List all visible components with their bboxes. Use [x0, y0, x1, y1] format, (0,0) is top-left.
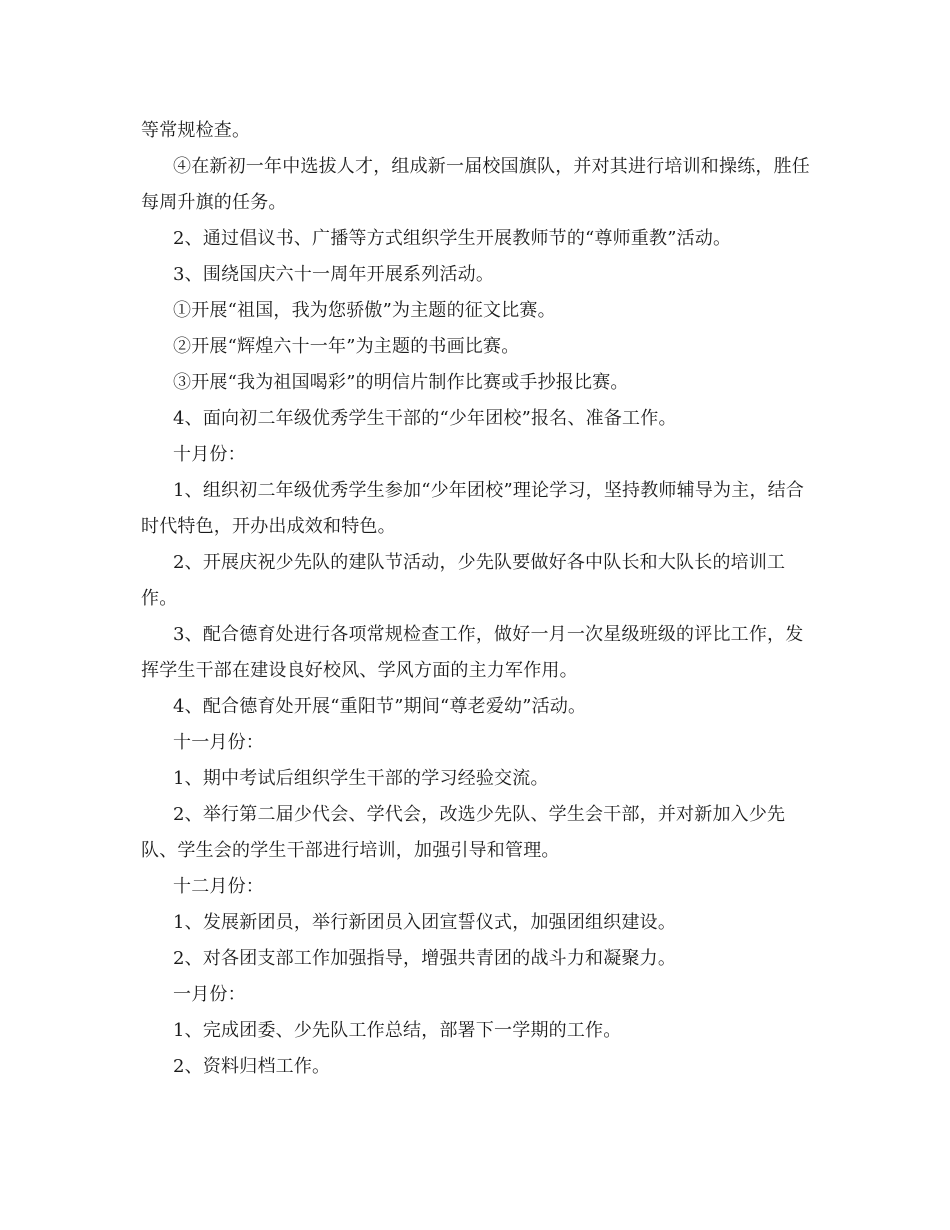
paragraph: ④在新初一年中选拔人才，组成新一届校国旗队，并对其进行培训和操练，胜任每周升旗的任务。 — [141, 156, 810, 213]
paragraph: 2、对各团支部工作加强指导，增强共青团的战斗力和凝聚力。 — [173, 948, 677, 969]
section-heading-october: 十月份： — [173, 444, 246, 465]
paragraph: 3、配合德育处进行各项常规检查工作，做好一月一次星级班级的评比工作，发挥学生干部在建设良好校风、学风方面的主力军作用。 — [141, 624, 804, 681]
paragraph: 1、发展新团员，举行新团员入团宣誓仪式，加强团组织建设。 — [173, 912, 677, 933]
paragraph: 2、开展庆祝少先队的建队节活动，少先队要做好各中队长和大队长的培训工作。 — [141, 552, 786, 609]
section-heading-january: 一月份： — [173, 984, 246, 1005]
section-heading-december: 十二月份： — [173, 876, 264, 897]
paragraph: 2、资料归档工作。 — [173, 1056, 331, 1077]
document-body — [141, 113, 811, 1085]
paragraph: 1、期中考试后组织学生干部的学习经验交流。 — [173, 768, 549, 789]
paragraph: 4、面向初二年级优秀学生干部的“少年团校”报名、准备工作。 — [173, 408, 677, 429]
paragraph: ③开展“我为祖国喝彩”的明信片制作比赛或手抄报比赛。 — [173, 372, 629, 393]
paragraph: 4、配合德育处开展“重阳节”期间“尊老爱幼”活动。 — [173, 696, 587, 717]
paragraph: 等常规检查。 — [141, 120, 251, 141]
paragraph: 2、通过倡议书、广播等方式组织学生开展教师节的“尊师重教”活动。 — [173, 228, 732, 249]
paragraph: 2、举行第二届少代会、学代会，改选少先队、学生会干部，并对新加入少先队、学生会的学生干部进行培训，加强引导和管理。 — [141, 804, 786, 861]
paragraph: 3、围绕国庆六十一周年开展系列活动。 — [173, 264, 495, 285]
paragraph: 1、完成团委、少先队工作总结，部署下一学期的工作。 — [173, 1020, 622, 1041]
paragraph: ①开展“祖国，我为您骄傲”为主题的征文比赛。 — [173, 300, 556, 321]
paragraph: 1、组织初二年级优秀学生参加“少年团校”理论学习，坚持教师辅导为主，结合时代特色，开办出成效和特色。 — [141, 480, 805, 537]
section-heading-november: 十一月份： — [173, 732, 264, 753]
paragraph: ②开展“辉煌六十一年”为主题的书画比赛。 — [173, 336, 520, 357]
